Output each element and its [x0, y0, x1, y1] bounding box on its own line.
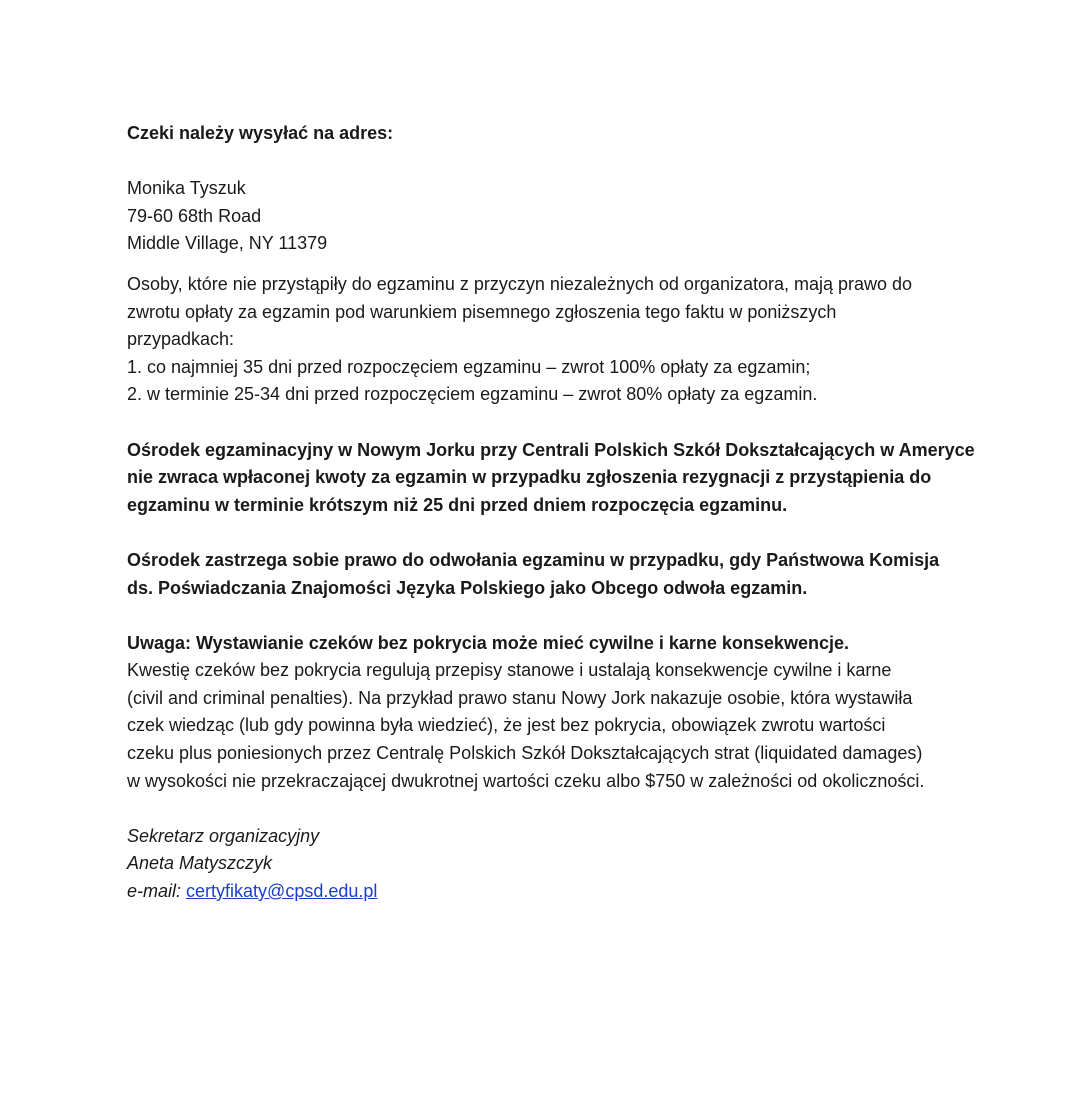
- heading: Czeki należy wysyłać na adres:: [127, 123, 394, 143]
- no-refund-notice: [127, 437, 975, 520]
- signature-block: [127, 823, 967, 906]
- spacer: [127, 409, 967, 437]
- warning-line: Kwestię czeków bez pokrycia regulują przepisy stanowe i ustalają konsekwencje cywilne i karne: [127, 660, 892, 681]
- no-refund-line: Ośrodek egzaminacyjny w Nowym Jorku przy Centrali Polskich Szkół Dokształcających w Ameryce: [127, 439, 975, 460]
- warning-line: czeku plus poniesionych przez Centralę Polskich Szkół Dokształcających strat (liquidated damages): [127, 743, 923, 764]
- cancellation-line: Ośrodek zastrzega sobie prawo do odwołania egzaminu w przypadku, gdy Państwowa Komisja: [127, 549, 940, 570]
- refund-line: zwrotu opłaty za egzamin pod warunkiem pisemnego zgłoszenia tego faktu w poniższych: [127, 301, 837, 322]
- bad-check-warning: [127, 630, 967, 796]
- email-link[interactable]: certyfikaty@cpsd.edu.pl: [186, 881, 378, 902]
- address-city: Middle Village, NY 11379: [127, 233, 328, 254]
- refund-line: przypadkach:: [127, 329, 235, 350]
- warning-line: w wysokości nie przekraczającej dwukrotnej wartości czeku albo $750 w zależności od okoliczności.: [127, 770, 925, 791]
- refund-line: Osoby, które nie przystąpiły do egzaminu z przyczyn niezależnych od organizatora, mają prawo do: [127, 273, 913, 294]
- signature-role: Sekretarz organizacyjny: [127, 825, 320, 846]
- refund-item-1: 1. co najmniej 35 dni przed rozpoczęciem egzaminu – zwrot 100% opłaty za egzamin;: [127, 356, 811, 377]
- warning-line: (civil and criminal penalties). Na przykład prawo stanu Nowy Jork nakazuje osobie, która wystawiła: [127, 687, 913, 708]
- spacer: [127, 148, 967, 176]
- spacer: [127, 602, 967, 630]
- warning-title: Uwaga: Wystawianie czeków bez pokrycia może mieć cywilne i karne konsekwencje.: [127, 632, 849, 653]
- signature-email-row: [127, 878, 967, 906]
- signature-name: Aneta Matyszczyk: [127, 853, 273, 874]
- cancellation-line: ds. Poświadczania Znajomości Języka Polskiego jako Obcego odwoła egzamin.: [127, 577, 808, 598]
- refund-item-2: 2. w terminie 25-34 dni przed rozpoczęciem egzaminu – zwrot 80% opłaty za egzamin.: [127, 384, 818, 405]
- spacer: [127, 258, 967, 271]
- mailing-address: [127, 175, 967, 258]
- no-refund-line: egzaminu w terminie krótszym niż 25 dni przed dniem rozpoczęcia egzaminu.: [127, 494, 788, 515]
- refund-policy: [127, 271, 967, 409]
- warning-line: czek wiedząc (lub gdy powinna była wiedzieć), że jest bez pokrycia, obowiązek zwrotu wartości: [127, 715, 886, 736]
- email-label: e-mail:: [127, 881, 182, 902]
- cancellation-notice: [127, 547, 967, 602]
- address-name: Monika Tyszuk: [127, 178, 246, 199]
- address-street: 79-60 68th Road: [127, 205, 262, 226]
- spacer: [127, 795, 967, 823]
- document-page: [127, 120, 975, 906]
- spacer: [127, 519, 967, 547]
- no-refund-line: nie zwraca wpłaconej kwoty za egzamin w przypadku zgłoszenia rezygnacji z przystąpienia do: [127, 467, 932, 488]
